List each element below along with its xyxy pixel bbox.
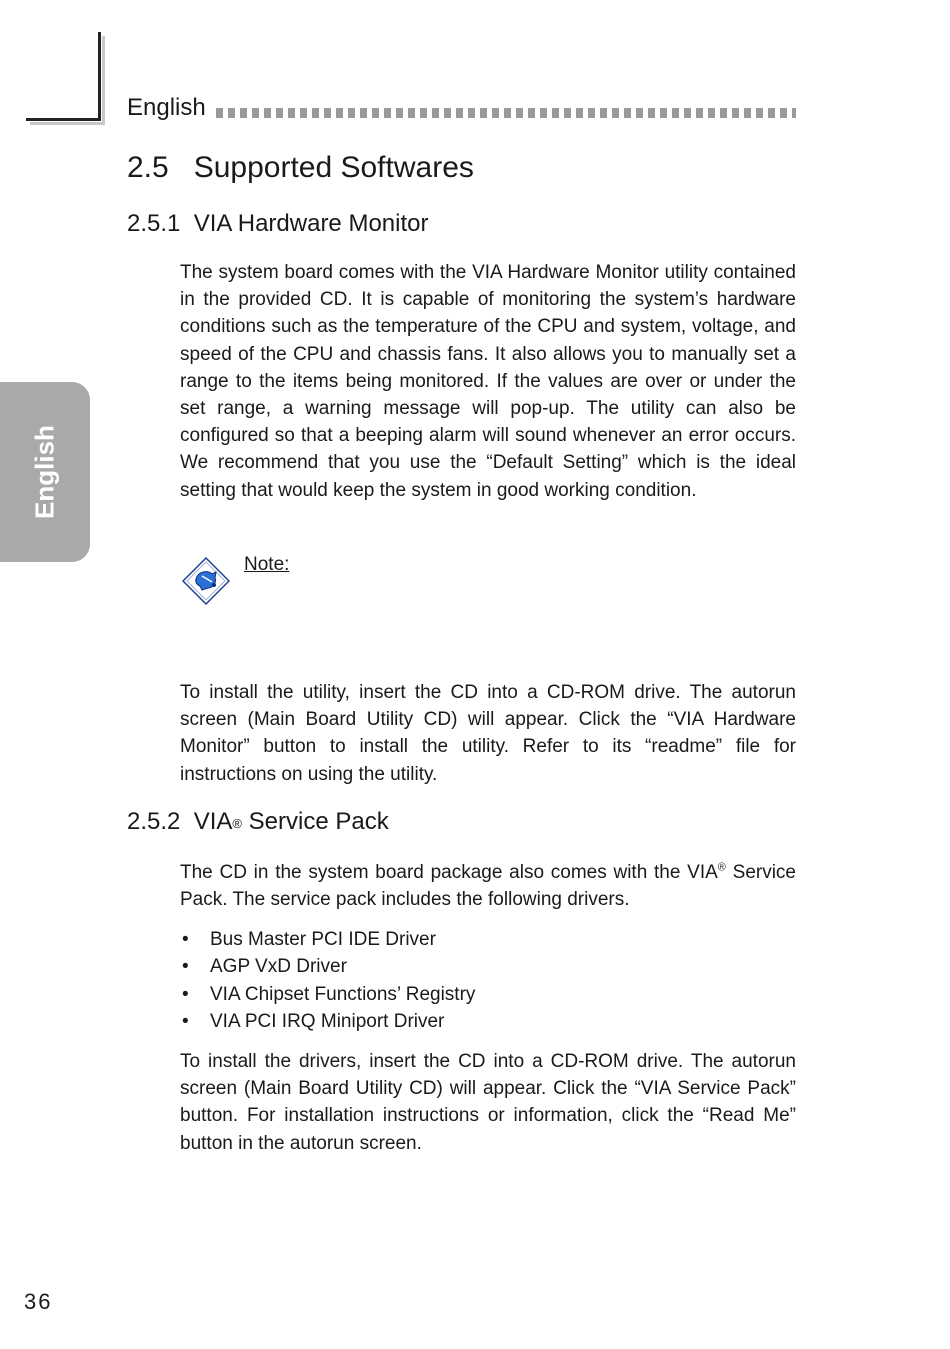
service-pack-install-instructions: To install the drivers, insert the CD into a CD-ROM drive. The autorun screen (Main Board Utility CD) will appear. Click the “VIA Service Pack” button. For installation instructions or information, click the “Read Me” button in the autorun screen. [180,1051,796,1154]
hardware-monitor-install-instructions: To install the utility, insert the CD into a CD-ROM drive. The autorun screen (Main Board Utility CD) will appear. Click the “VIA Hardware Monitor” button to install the utility. Refer to its “readme” file for instructions on using the utility. [180,682,796,785]
corner-mark-shadow-vertical [102,36,105,124]
service-pack-intro-a: The CD in the system board package also comes with the VIA [180,862,718,883]
list-item: • AGP VxD Driver [180,953,780,980]
subsection-title-service-pack [127,807,389,837]
corner-mark-shadow-horizontal [30,122,105,125]
section-title: 2.5 Supported Softwares [127,151,474,184]
service-pack-title-suffix: Service Pack [242,808,389,835]
subsection-title-hardware-monitor: 2.5.1 VIA Hardware Monitor [127,210,429,237]
page-number: 36 [24,1289,53,1314]
service-pack-title-prefix: 2.5.2 VIA [127,808,233,835]
service-pack-intro [180,859,796,913]
list-item: • VIA Chipset Functions’ Registry [180,981,780,1008]
service-pack-title-reg-mark: ® [232,816,242,831]
driver-list [180,926,780,1035]
list-item: • Bus Master PCI IDE Driver [180,926,780,953]
service-pack-intro-reg-mark: ® [717,861,726,874]
note-label: Note: [244,554,290,575]
side-tab-label: English [29,425,60,519]
service-pack-intro-b: Service Pack. The service pack includes the following drivers. [180,862,796,911]
side-language-tab [0,382,90,562]
corner-mark-vertical [98,32,101,120]
hardware-monitor-description: The system board comes with the VIA Hardware Monitor utility contained in the provided CD. It is capable of monitoring the system’s hardware conditions such as the temperature of the CPU and system, voltage, and speed of the CPU and chassis fans. It also allows you to manually set a range to the items being monitored. If the values are over or under the set range, a warning message will pop-up. The utility can also be configured so that a beeping alarm will sound whenever an error occurs. We recommend that you use the “Default Setting” which is the ideal setting that would keep the system in good working condition. [180,262,796,501]
list-item: • VIA PCI IRQ Miniport Driver [180,1008,780,1035]
header-language: English [127,94,206,121]
corner-mark-horizontal [26,118,101,121]
note-icon [182,557,230,605]
header-dot-leader [216,108,796,118]
